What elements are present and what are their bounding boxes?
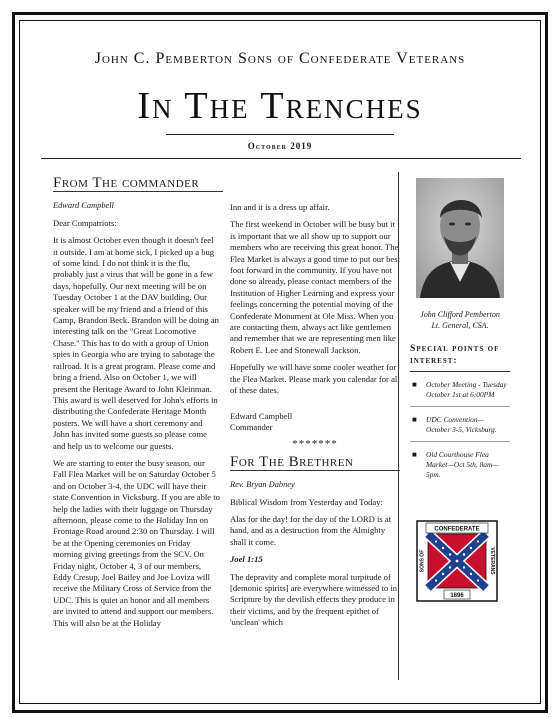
sidebar-divider xyxy=(398,172,399,680)
logo-left-text: SONS OF xyxy=(419,549,426,573)
portrait-caption-rank: Lt. General, CSA. xyxy=(431,321,489,330)
brethren-byline: Rev. Bryan Dabney xyxy=(230,480,295,490)
special-points-list xyxy=(410,380,510,480)
commander-paragraph-2: We are starting to enter the busy season, our Fall Flea Market will be on Saturday October 5 and on October 3-4, the UDC will have their state Convention in Vicksburg. If you are able to help the ladies with their luggage on Thursday afternoon, please come to the Holiday Inn on Frontage Road around 2:30 on Thursday. I will be at the Opening ceremonies on Friday morning giving greetings from the SCV. On Friday night, October 4, 3 of our members, Eddy Cresup, Joel Bailey and Joe Loviza will receive the Military Cross of Service from the UDC. This is quiet an honor and all members are invited to attend and support our members. This will also be at the Holiday xyxy=(53,457,220,628)
header-rule xyxy=(41,158,521,159)
signature-name: Edward Campbell xyxy=(230,410,293,421)
commander-heading: From The commander xyxy=(53,175,200,191)
list-item: ■ October Meeting - Tuesday October 1st at 6:00PM xyxy=(412,380,507,399)
list-divider xyxy=(410,406,510,407)
brethren-paragraph-2: Alas for the day! for the day of the LORD is at hand, and as a destruction from the Almighty shall it come. xyxy=(230,513,392,547)
commander-paragraph-1: It is almost October even though it doesn't feel it outside. I am at home sick, I picked up a bug of some kind. I do not think it is the flu, probably just a virus that will be gone in a few days, hopefully. Our next meeting will be on Tuesday October 1 at the DAV building. Our speaker will be my friend and a friend of this Camp, Brandon Beck. Brandon will be doing an interesting talk on the "Great Locomotive Chase." This has to do with a group of Union spies in Georgia who are trying to sabotage the railroad. It is a great program. Please come and bring a friend. Also on October 1, we will present the Heritage Award to John Kleinman. This award is well deserved for John's efforts in distributing the Confederate Heritage Month posters. We will have a short ceremony and John has invited some guests so please come and help us to welcome our guests. xyxy=(53,235,219,451)
continued-column xyxy=(230,202,400,635)
commander-heading-rule xyxy=(53,191,223,192)
commander-column xyxy=(53,175,220,635)
logo-year: 1896 xyxy=(450,593,464,599)
title-rule xyxy=(166,134,394,135)
special-points-rule xyxy=(410,371,510,372)
list-divider xyxy=(410,441,510,442)
logo-right-text: VETERANS xyxy=(489,547,495,575)
commander-byline: Edward Campbell xyxy=(53,201,114,211)
organization-name: John C. Pemberton Sons of Confederate Veterans xyxy=(94,50,466,67)
scripture-reference: Joel 1:15 xyxy=(230,554,263,565)
newsletter-title: In The Trenches xyxy=(137,85,423,127)
commander-paragraph-2-continued: Inn and it is a dress up affair. xyxy=(230,202,330,212)
brethren-heading: For The Brethren xyxy=(230,453,354,470)
portrait-photo-icon xyxy=(416,178,504,298)
special-points-heading: Special points of interest: xyxy=(410,343,500,366)
logo-top-text: CONFEDERATE xyxy=(434,526,480,533)
section-separator: ******* xyxy=(292,438,338,451)
brethren-heading-rule xyxy=(230,470,400,471)
salutation: Dear Compatriots: xyxy=(53,217,117,228)
square-bullet-icon: ■ xyxy=(412,415,417,424)
list-item: ■ UDC Convention— October 3-5, Vicksburg. xyxy=(412,415,497,434)
list-item: ■ Old Courthouse Flea Market—Oct 5th, 8am—5pm. xyxy=(412,450,499,479)
commander-paragraph-3: The first weekend in October will be busy but it is important that we all show up to support our members who are receiving this great honor. The Flea Market is always a good time to put our best foot forward in the community. If you have not done so already, please contact members of the Institution of Higher Learning and express your feelings concerning the potential moving of the Confederate Monument at Ole Miss. When you are contacting them, always act like gentlemen and remember that we are representing men like Robert E. Lee and Stonewall Jackson. xyxy=(230,219,400,355)
brethren-paragraph-3: The depravity and complete moral turpitude of [demonic spirits] are everywhere witnessed to in Scripture by the devilish effects they produce in their victims, and by the frequent epithet of 'unclean' which xyxy=(230,571,398,628)
square-bullet-icon: ■ xyxy=(412,380,417,389)
square-bullet-icon: ■ xyxy=(412,450,417,459)
signature-title: Commander xyxy=(230,421,273,432)
scv-battle-flag-logo-icon xyxy=(416,520,498,602)
commander-paragraph-4: Hopefully we will have some cooler weather for the Flea Market. Please mark you calendar for all of these dates. xyxy=(230,362,400,396)
sidebar xyxy=(410,178,510,490)
portrait-caption-name: John Clifford Pemberton xyxy=(420,310,500,319)
brethren-paragraph-1: Biblical Wisdom from Yesterday and Today: xyxy=(230,496,383,507)
issue-date: October 2019 xyxy=(247,141,313,151)
